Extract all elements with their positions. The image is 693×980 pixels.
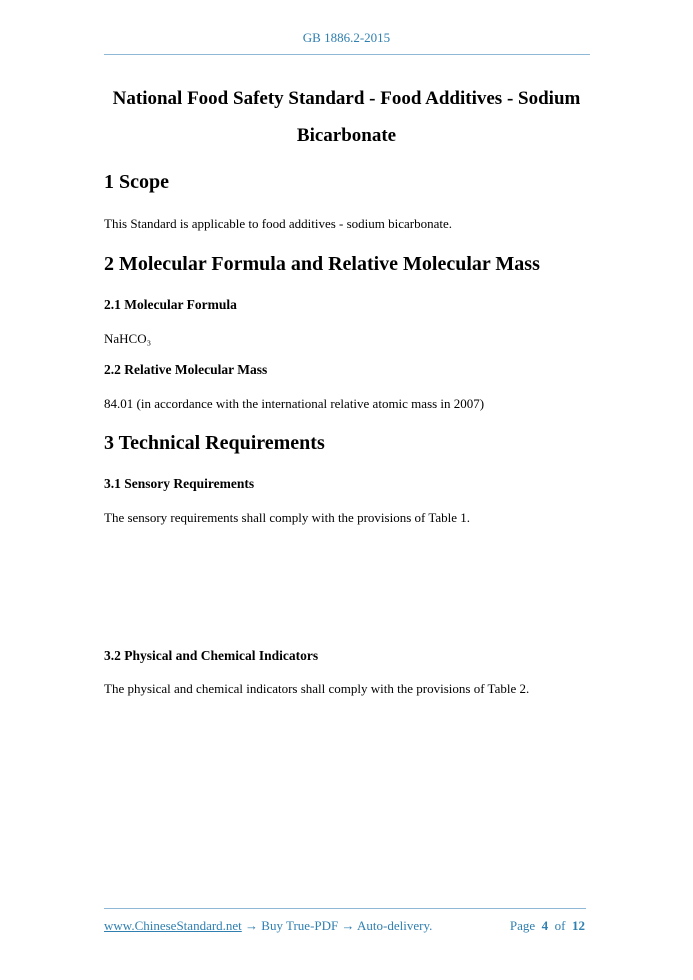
page-total: 12	[572, 918, 585, 933]
subsection-mass-heading: 2.2 Relative Molecular Mass	[104, 362, 268, 377]
page-indicator	[510, 918, 585, 934]
footer-promo-text: → Buy True-PDF → Auto-delivery.	[241, 918, 433, 933]
document-title	[100, 80, 593, 154]
subsection-sensory-heading: 3.1 Sensory Requirements	[104, 476, 255, 491]
page-of: of	[554, 918, 566, 933]
page-current: 4	[541, 918, 549, 933]
section-scope-text: This Standard is applicable to food additives - sodium bicarbonate.	[104, 216, 453, 231]
section-scope-heading: 1 Scope	[104, 171, 169, 193]
chinesestandard-link[interactable]: www.ChineseStandard.net	[104, 918, 242, 933]
subsection-formula-heading: 2.1 Molecular Formula	[104, 297, 237, 312]
section-technical-heading: 3 Technical Requirements	[104, 432, 325, 454]
subsection-physchem-text: The physical and chemical indicators shall comply with the provisions of Table 2.	[104, 681, 530, 696]
header-divider	[104, 54, 590, 55]
subsection-physchem-heading: 3.2 Physical and Chemical Indicators	[104, 648, 319, 663]
subsection-sensory-text: The sensory requirements shall comply with the provisions of Table 1.	[104, 510, 471, 525]
page-label: Page	[509, 918, 536, 933]
subsection-formula-text: NaHCO₃	[104, 331, 152, 346]
document-title-line-1: National Food Safety Standard - Food Additives - Sodium	[112, 88, 581, 109]
subsection-mass-text: 84.01 (in accordance with the international relative atomic mass in 2007)	[104, 396, 485, 411]
section-molecular-heading: 2 Molecular Formula and Relative Molecular Mass	[104, 253, 540, 275]
footer-divider	[104, 908, 586, 909]
standard-code: GB 1886.2-2015	[302, 30, 391, 45]
footer-promo	[104, 918, 432, 934]
document-title-line-2: Bicarbonate	[296, 125, 397, 146]
